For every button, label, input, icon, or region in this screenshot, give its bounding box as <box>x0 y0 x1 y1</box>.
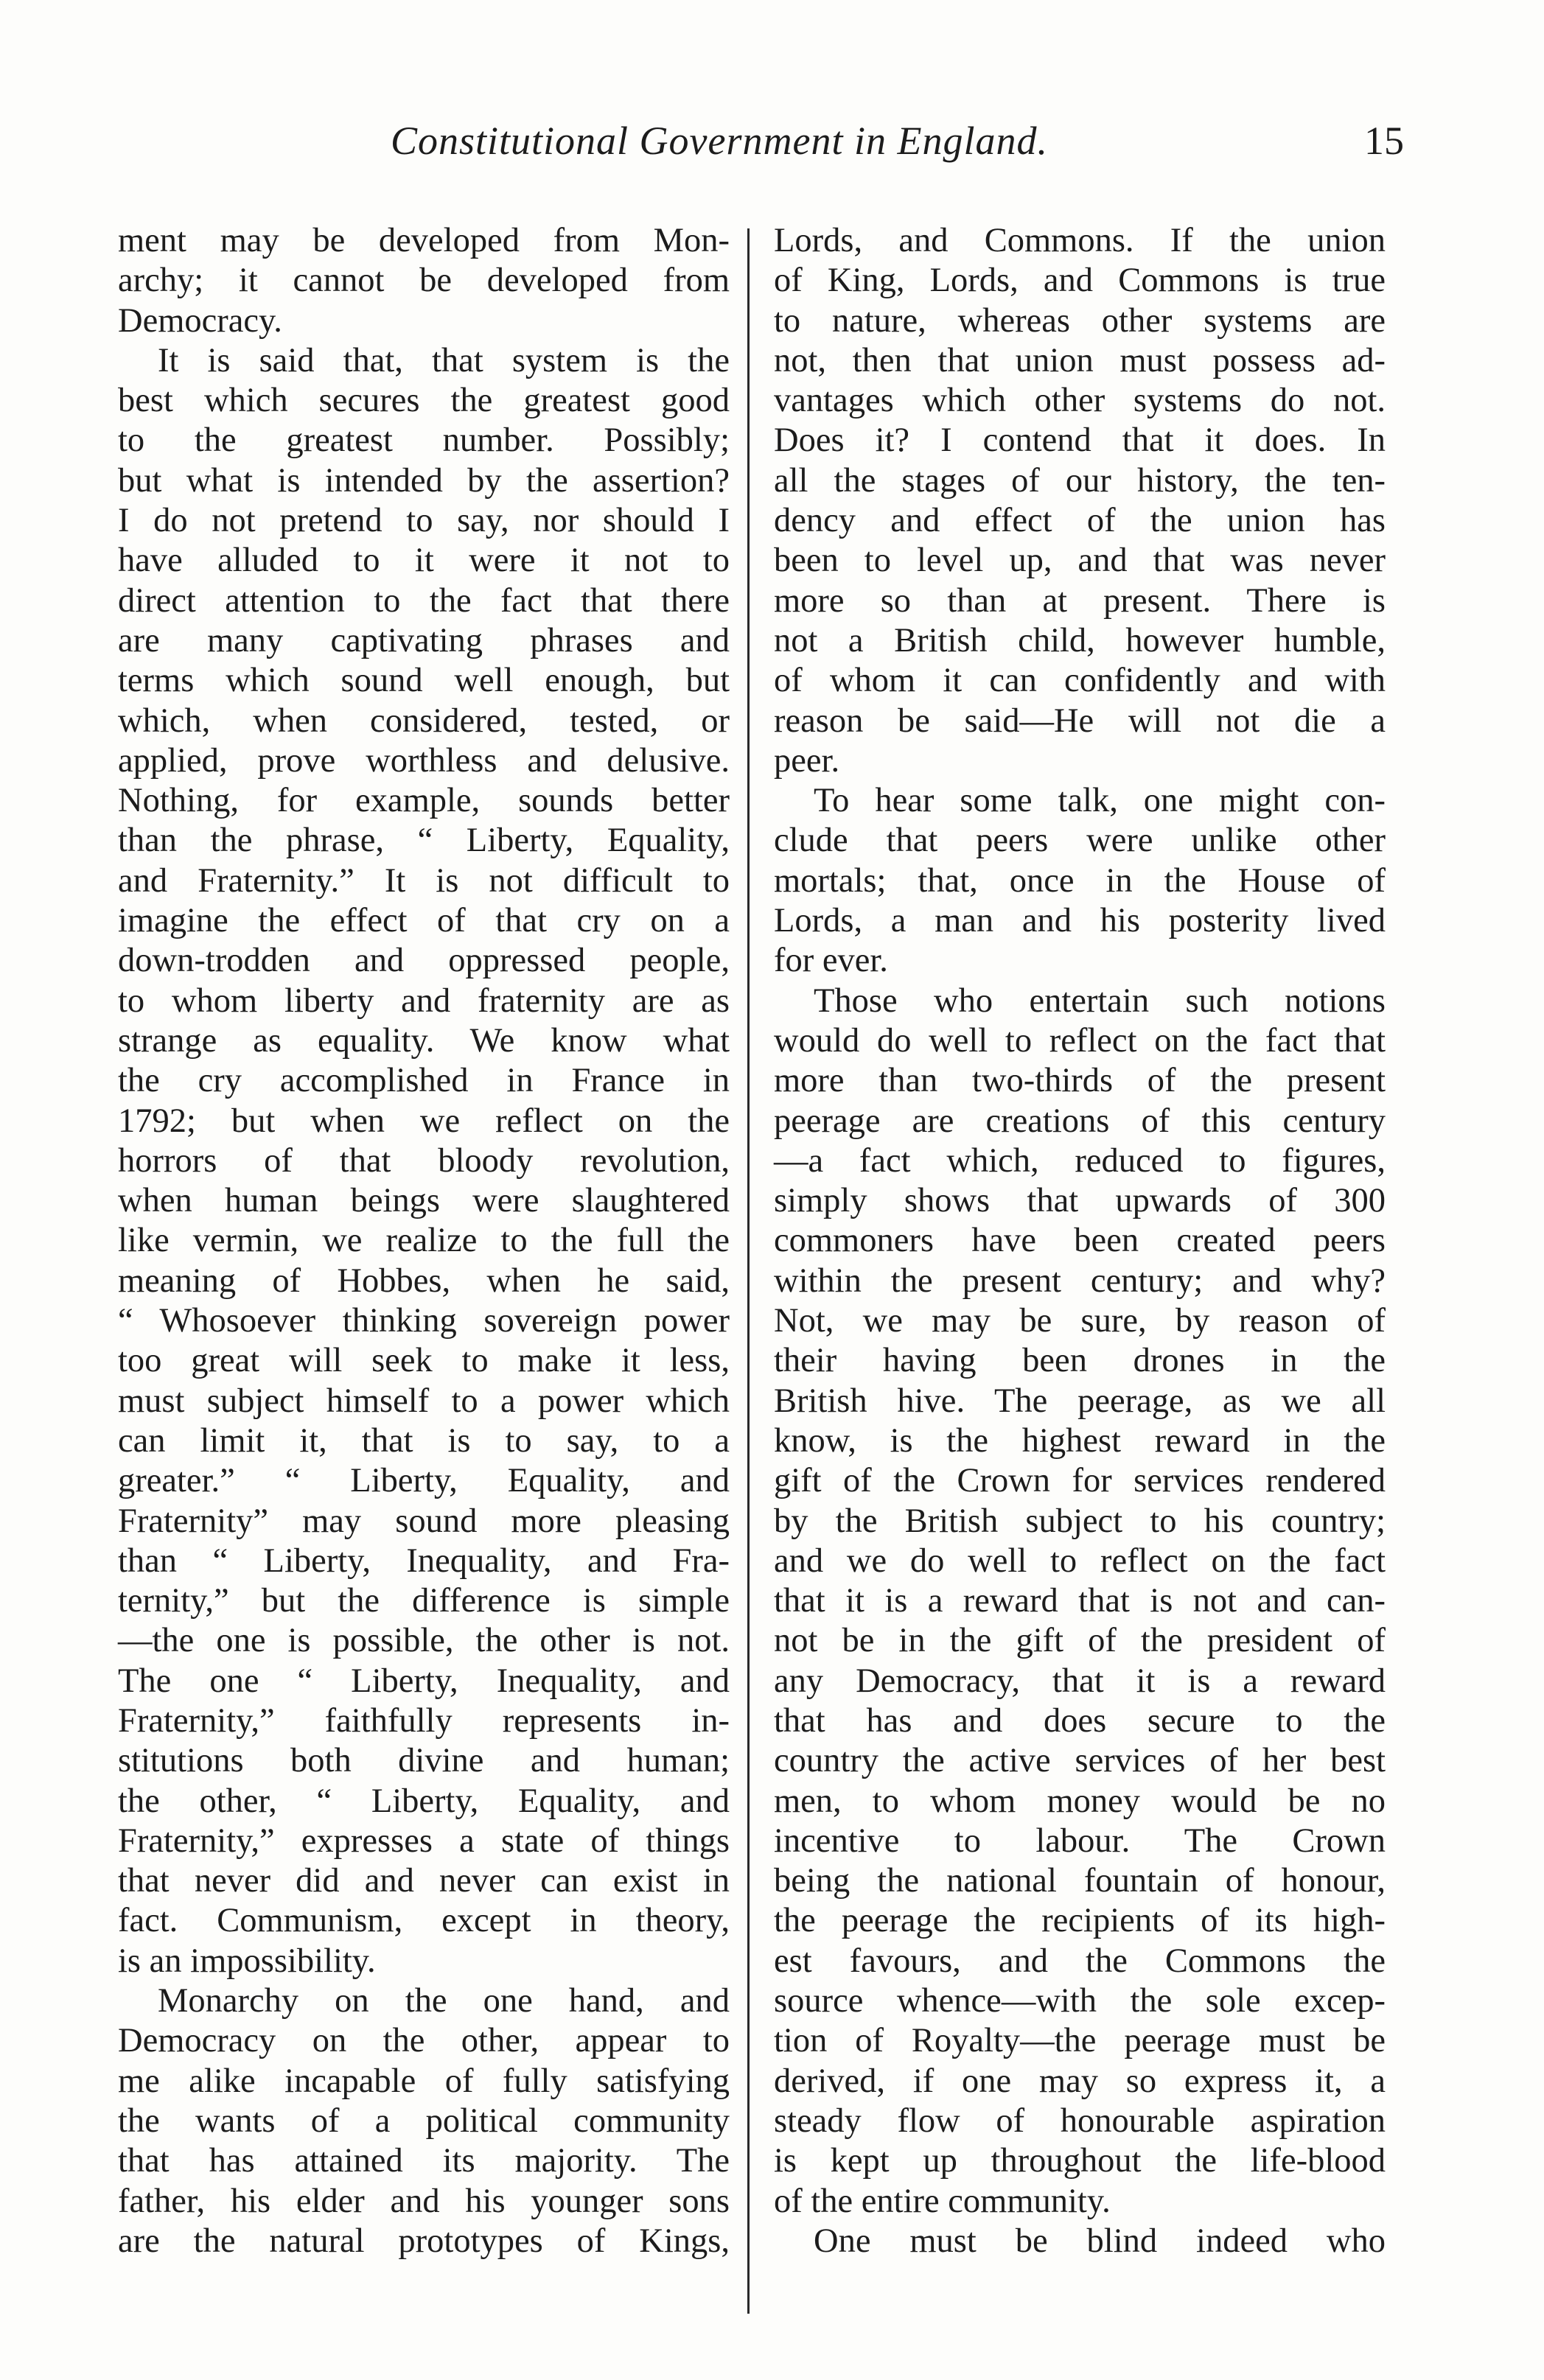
text-line: which, when considered, tested, or <box>118 701 730 740</box>
text-line: peer. <box>774 741 840 780</box>
text-line: reason be said—He will not die a <box>774 701 1386 740</box>
text-line: source whence—with the sole excep- <box>774 1982 1386 2020</box>
text-line: and we do well to reflect on the fact <box>774 1541 1386 1580</box>
text-line: is kept up throughout the life-blood <box>774 2142 1386 2180</box>
text-line: being the national fountain of honour, <box>774 1862 1386 1900</box>
text-line: ternity,” but the difference is simple <box>118 1582 730 1620</box>
page-number: 15 <box>1364 119 1404 163</box>
text-line: dency and effect of the union has <box>774 502 1386 540</box>
text-line: but what is intended by the assertion? <box>118 461 730 500</box>
text-line: peerage are creations of this century <box>774 1102 1386 1140</box>
right-column <box>774 221 1386 2261</box>
text-line: too great will seek to make it less, <box>118 1342 730 1380</box>
text-line: derived, if one may so express it, a <box>774 2062 1386 2100</box>
text-line: the cry accomplished in France in <box>118 1062 730 1100</box>
text-line: Fraternity,” faithfully represents in- <box>118 1701 730 1740</box>
text-line: that it is a reward that is not and can- <box>774 1582 1386 1620</box>
text-line: The one “ Liberty, Inequality, and <box>118 1662 730 1700</box>
text-line: not, then that union must possess ad- <box>774 341 1386 379</box>
text-line: than “ Liberty, Inequality, and Fra- <box>118 1541 730 1580</box>
text-line: One must be blind indeed who <box>814 2222 1386 2260</box>
text-line: are many captivating phrases and <box>118 621 730 659</box>
text-line: would do well to reflect on the fact that <box>774 1021 1386 1060</box>
text-line: commoners have been created peers <box>774 1222 1386 1260</box>
text-line: To hear some talk, one might con- <box>814 782 1386 820</box>
text-line: Democracy on the other, appear to <box>118 2022 730 2060</box>
text-line: Lords, a man and his posterity lived <box>774 902 1386 940</box>
text-line: within the present century; and why? <box>774 1261 1386 1300</box>
page-header <box>0 118 1544 177</box>
text-line: fact. Communism, except in theory, <box>118 1902 730 1940</box>
text-line: any Democracy, that it is a reward <box>774 1662 1386 1700</box>
text-line: father, his elder and his younger sons <box>118 2182 730 2220</box>
left-column <box>118 221 730 2261</box>
text-line: and Fraternity.” It is not difficult to <box>118 861 730 900</box>
text-line: the other, “ Liberty, Equality, and <box>118 1782 730 1820</box>
running-title: Constitutional Government in England. <box>391 119 1048 163</box>
text-line: of the entire community. <box>774 2182 1111 2220</box>
text-line: know, is the highest reward in the <box>774 1421 1386 1460</box>
text-line: Lords, and Commons. If the union <box>774 222 1386 259</box>
text-line: more than two-thirds of the present <box>774 1062 1386 1100</box>
text-line: that never did and never can exist in <box>118 1862 730 1900</box>
text-line: to whom liberty and fraternity are as <box>118 981 730 1020</box>
text-line: vantages which other systems do not. <box>774 382 1386 420</box>
text-line: their having been drones in the <box>774 1342 1386 1380</box>
text-line: than the phrase, “ Liberty, Equality, <box>118 822 730 860</box>
text-line: mortals; that, once in the House of <box>774 861 1386 900</box>
text-line: est favours, and the Commons the <box>774 1942 1386 1980</box>
text-line: must subject himself to a power which <box>118 1382 730 1420</box>
text-line: when human beings were slaughtered <box>118 1182 730 1220</box>
text-line: meaning of Hobbes, when he said, <box>118 1261 730 1300</box>
text-line: “ Whosoever thinking sovereign power <box>118 1302 730 1340</box>
text-line: simply shows that upwards of 300 <box>774 1182 1386 1220</box>
text-line: Democracy. <box>118 301 282 340</box>
text-line: more so than at present. There is <box>774 581 1386 620</box>
text-line: ment may be developed from Mon- <box>118 222 730 259</box>
text-line: Does it? I contend that it does. In <box>774 421 1386 460</box>
text-line: applied, prove worthless and delusive. <box>118 741 730 780</box>
text-line: clude that peers were unlike other <box>774 822 1386 860</box>
text-line: Not, we may be sure, by reason of <box>774 1302 1386 1340</box>
text-line: country the active services of her best <box>774 1742 1386 1780</box>
text-line: all the stages of our history, the ten- <box>774 461 1386 500</box>
text-line: that has attained its majority. The <box>118 2142 730 2180</box>
text-line: strange as equality. We know what <box>118 1021 730 1060</box>
text-line: down-trodden and oppressed people, <box>118 942 730 980</box>
text-line: been to level up, and that was never <box>774 542 1386 580</box>
text-line: to nature, whereas other systems are <box>774 301 1386 340</box>
text-line: to the greatest number. Possibly; <box>118 421 730 460</box>
text-line: I do not pretend to say, nor should I <box>118 502 730 540</box>
text-line: incentive to labour. The Crown <box>774 1821 1386 1860</box>
text-line: Nothing, for example, sounds better <box>118 782 730 820</box>
text-line: that has and does secure to the <box>774 1701 1386 1740</box>
text-line: not a British child, however humble, <box>774 621 1386 659</box>
text-line: horrors of that bloody revolution, <box>118 1141 730 1180</box>
text-line: stitutions both divine and human; <box>118 1742 730 1780</box>
text-line: 1792; but when we reflect on the <box>118 1102 730 1140</box>
text-line: can limit it, that is to say, to a <box>118 1421 730 1460</box>
text-line: is an impossibility. <box>118 1942 376 1980</box>
text-line: direct attention to the fact that there <box>118 581 730 620</box>
text-line: the peerage the recipients of its high- <box>774 1902 1386 1940</box>
text-line: —the one is possible, the other is not. <box>118 1622 730 1660</box>
text-line: of King, Lords, and Commons is true <box>774 262 1386 300</box>
text-line: like vermin, we realize to the full the <box>118 1222 730 1260</box>
text-line: are the natural prototypes of Kings, <box>118 2222 730 2260</box>
text-line: terms which sound well enough, but <box>118 662 730 700</box>
text-line: greater.” “ Liberty, Equality, and <box>118 1462 730 1500</box>
text-line: steady flow of honourable aspiration <box>774 2101 1386 2140</box>
text-line: men, to whom money would be no <box>774 1782 1386 1820</box>
text-line: Monarchy on the one hand, and <box>158 1982 730 2020</box>
text-line: the wants of a political community <box>118 2101 730 2140</box>
text-line: Those who entertain such notions <box>814 981 1386 1020</box>
text-line: British hive. The peerage, as we all <box>774 1382 1386 1420</box>
text-line: me alike incapable of fully satisfying <box>118 2062 730 2100</box>
text-line: Fraternity” may sound more pleasing <box>118 1502 730 1540</box>
text-line: not be in the gift of the president of <box>774 1622 1386 1660</box>
text-line: imagine the effect of that cry on a <box>118 902 730 940</box>
text-line: archy; it cannot be developed from <box>118 262 730 300</box>
text-line: It is said that, that system is the <box>158 341 730 379</box>
text-line: tion of Royalty—the peerage must be <box>774 2022 1386 2060</box>
text-line: gift of the Crown for services rendered <box>774 1462 1386 1500</box>
text-line: have alluded to it were it not to <box>118 542 730 580</box>
text-line: —a fact which, reduced to figures, <box>774 1141 1386 1180</box>
text-line: Fraternity,” expresses a state of things <box>118 1821 730 1860</box>
text-line: best which secures the greatest good <box>118 382 730 420</box>
text-line: for ever. <box>774 942 888 980</box>
column-divider <box>747 228 750 2314</box>
text-line: of whom it can confidently and with <box>774 662 1386 700</box>
text-line: by the British subject to his country; <box>774 1502 1386 1540</box>
